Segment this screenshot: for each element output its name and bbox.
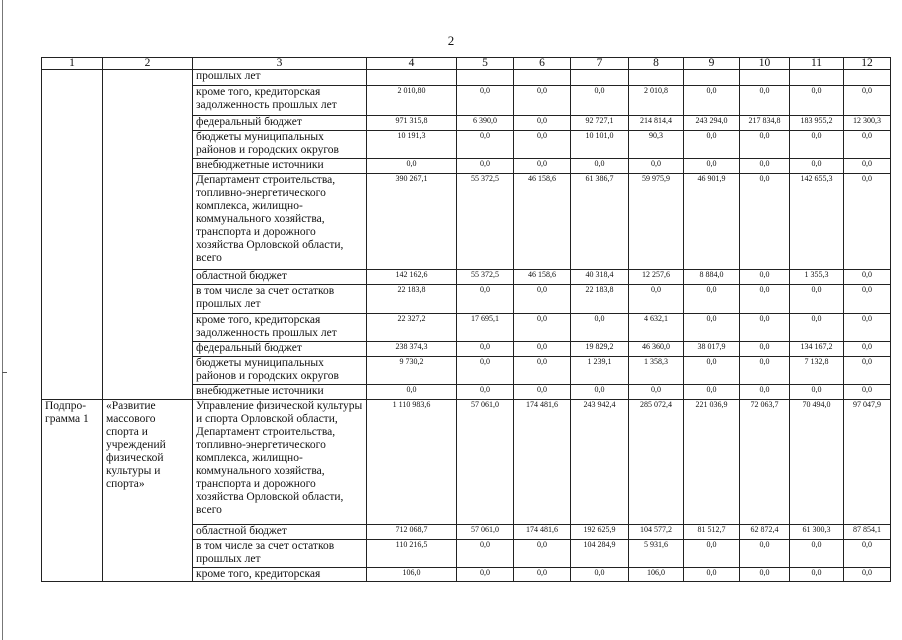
- amount-cell: 1 355,3: [790, 270, 844, 285]
- amount-cell: 0,0: [790, 86, 844, 116]
- amount-cell: 0,0: [514, 86, 571, 116]
- amount-cell: 217 834,8: [740, 116, 790, 131]
- amount-cell: 0,0: [844, 342, 891, 357]
- amount-cell: [790, 70, 844, 86]
- amount-cell: 38 017,9: [684, 342, 740, 357]
- amount-cell: 0,0: [571, 159, 629, 174]
- amount-cell: 174 481,6: [514, 400, 571, 525]
- amount-cell: 55 372,5: [457, 174, 514, 270]
- amount-cell: 0,0: [514, 568, 571, 582]
- amount-cell: 110 216,5: [367, 540, 457, 568]
- amount-cell: 0,0: [740, 86, 790, 116]
- amount-cell: 0,0: [514, 285, 571, 314]
- amount-cell: 0,0: [457, 285, 514, 314]
- amount-cell: 214 814,4: [629, 116, 684, 131]
- amount-cell: [514, 70, 571, 86]
- page-number: 2: [447, 33, 455, 48]
- amount-cell: 59 975,9: [629, 174, 684, 270]
- funding-source-cell: внебюджетные источники: [193, 159, 367, 174]
- col-header: 5: [457, 58, 514, 70]
- col-header: 11: [790, 58, 844, 70]
- amount-cell: 0,0: [457, 86, 514, 116]
- amount-cell: 0,0: [844, 159, 891, 174]
- amount-cell: 0,0: [457, 385, 514, 400]
- amount-cell: 61 300,3: [790, 525, 844, 540]
- amount-cell: 0,0: [740, 174, 790, 270]
- amount-cell: 0,0: [457, 342, 514, 357]
- amount-cell: 0,0: [740, 540, 790, 568]
- funding-source-cell: федеральный бюджет: [193, 116, 367, 131]
- amount-cell: 0,0: [684, 131, 740, 159]
- funding-source-cell: внебюджетные источники: [193, 385, 367, 400]
- amount-cell: 0,0: [740, 159, 790, 174]
- amount-cell: 0,0: [684, 285, 740, 314]
- amount-cell: 62 872,4: [740, 525, 790, 540]
- amount-cell: 0,0: [844, 568, 891, 582]
- col-header: 9: [684, 58, 740, 70]
- amount-cell: 0,0: [844, 131, 891, 159]
- amount-cell: 0,0: [740, 131, 790, 159]
- col-header: 8: [629, 58, 684, 70]
- amount-cell: 0,0: [367, 159, 457, 174]
- amount-cell: 5 931,6: [629, 540, 684, 568]
- amount-cell: 0,0: [571, 314, 629, 342]
- amount-cell: 0,0: [367, 385, 457, 400]
- amount-cell: 0,0: [514, 540, 571, 568]
- amount-cell: 192 625,9: [571, 525, 629, 540]
- amount-cell: 0,0: [629, 285, 684, 314]
- amount-cell: 0,0: [457, 568, 514, 582]
- amount-cell: [844, 70, 891, 86]
- amount-cell: 1 110 983,6: [367, 400, 457, 525]
- amount-cell: 46 158,6: [514, 270, 571, 285]
- col-header: 7: [571, 58, 629, 70]
- amount-cell: 61 386,7: [571, 174, 629, 270]
- amount-cell: 1 239,1: [571, 357, 629, 385]
- amount-cell: 134 167,2: [790, 342, 844, 357]
- amount-cell: 2 010,8: [629, 86, 684, 116]
- amount-cell: 12 300,3: [844, 116, 891, 131]
- amount-cell: 104 284,9: [571, 540, 629, 568]
- amount-cell: 0,0: [457, 159, 514, 174]
- col-header: 6: [514, 58, 571, 70]
- amount-cell: 183 955,2: [790, 116, 844, 131]
- amount-cell: 0,0: [514, 357, 571, 385]
- amount-cell: 90,3: [629, 131, 684, 159]
- amount-cell: 0,0: [844, 86, 891, 116]
- amount-cell: 0,0: [457, 131, 514, 159]
- amount-cell: 0,0: [740, 270, 790, 285]
- amount-cell: [571, 70, 629, 86]
- col-header: 10: [740, 58, 790, 70]
- amount-cell: [457, 70, 514, 86]
- amount-cell: [629, 70, 684, 86]
- funding-source-cell: кроме того, кредиторская задолженность прошлых лет: [193, 86, 367, 116]
- amount-cell: 0,0: [790, 385, 844, 400]
- scan-edge-mark: [2, 372, 7, 373]
- budget-table: [41, 57, 891, 582]
- amount-cell: 0,0: [684, 314, 740, 342]
- amount-cell: 0,0: [571, 86, 629, 116]
- amount-cell: 0,0: [684, 385, 740, 400]
- amount-cell: 19 829,2: [571, 342, 629, 357]
- funding-source-cell: бюджеты муниципальных районов и городских округов: [193, 131, 367, 159]
- funding-source-cell: в том числе за счет остатков прошлых лет: [193, 285, 367, 314]
- amount-cell: 7 132,8: [790, 357, 844, 385]
- subprogram-label: Подпро-грамма 1: [42, 400, 103, 582]
- amount-cell: 174 481,6: [514, 525, 571, 540]
- scan-edge-line: [2, 0, 3, 640]
- amount-cell: 72 063,7: [740, 400, 790, 525]
- amount-cell: 70 494,0: [790, 400, 844, 525]
- amount-cell: 0,0: [790, 159, 844, 174]
- amount-cell: 0,0: [844, 385, 891, 400]
- amount-cell: 0,0: [844, 357, 891, 385]
- amount-cell: 0,0: [740, 342, 790, 357]
- amount-cell: 0,0: [514, 131, 571, 159]
- funding-source-cell: областной бюджет: [193, 525, 367, 540]
- amount-cell: 238 374,3: [367, 342, 457, 357]
- amount-cell: 8 884,0: [684, 270, 740, 285]
- amount-cell: 55 372,5: [457, 270, 514, 285]
- amount-cell: 0,0: [790, 568, 844, 582]
- table-row: [42, 70, 891, 86]
- amount-cell: 2 010,80: [367, 86, 457, 116]
- amount-cell: 0,0: [629, 385, 684, 400]
- amount-cell: 46 158,6: [514, 174, 571, 270]
- amount-cell: 0,0: [684, 357, 740, 385]
- amount-cell: 971 315,8: [367, 116, 457, 131]
- funding-source-cell: кроме того, кредиторская: [193, 568, 367, 582]
- amount-cell: 0,0: [844, 174, 891, 270]
- funding-source-cell: прошлых лет: [193, 70, 367, 86]
- amount-cell: 0,0: [571, 568, 629, 582]
- amount-cell: 0,0: [457, 540, 514, 568]
- amount-cell: 81 512,7: [684, 525, 740, 540]
- amount-cell: 0,0: [740, 314, 790, 342]
- amount-cell: 0,0: [629, 159, 684, 174]
- funding-source-cell: кроме того, кредиторская задолженность прошлых лет: [193, 314, 367, 342]
- col-header: 3: [193, 58, 367, 70]
- amount-cell: 0,0: [684, 159, 740, 174]
- col-header: 1: [42, 58, 103, 70]
- amount-cell: 40 318,4: [571, 270, 629, 285]
- column-number-row: [42, 58, 891, 70]
- program-cell: [42, 70, 103, 400]
- program-name-cell: [103, 70, 193, 400]
- amount-cell: 0,0: [514, 385, 571, 400]
- table-row: [42, 400, 891, 525]
- amount-cell: 22 183,8: [367, 285, 457, 314]
- amount-cell: 17 695,1: [457, 314, 514, 342]
- amount-cell: 4 632,1: [629, 314, 684, 342]
- amount-cell: 0,0: [790, 131, 844, 159]
- funding-source-cell: бюджеты муниципальных районов и городских округов: [193, 357, 367, 385]
- col-header: 2: [103, 58, 193, 70]
- amount-cell: 0,0: [740, 568, 790, 582]
- amount-cell: 0,0: [514, 116, 571, 131]
- amount-cell: 390 267,1: [367, 174, 457, 270]
- amount-cell: 0,0: [457, 357, 514, 385]
- amount-cell: 106,0: [367, 568, 457, 582]
- amount-cell: 92 727,1: [571, 116, 629, 131]
- amount-cell: 22 327,2: [367, 314, 457, 342]
- amount-cell: 243 942,4: [571, 400, 629, 525]
- amount-cell: [367, 70, 457, 86]
- amount-cell: 10 191,3: [367, 131, 457, 159]
- col-header: 12: [844, 58, 891, 70]
- funding-source-cell: Департамент строительства, топливно-энергетического комплекса, жилищно-коммунального хозяйства, транспорта и дорожного хозяйства Орловской области, всего: [193, 174, 367, 270]
- col-header: 4: [367, 58, 457, 70]
- amount-cell: 0,0: [844, 270, 891, 285]
- amount-cell: 0,0: [740, 357, 790, 385]
- amount-cell: 0,0: [571, 385, 629, 400]
- amount-cell: 142 655,3: [790, 174, 844, 270]
- amount-cell: 57 061,0: [457, 400, 514, 525]
- amount-cell: [684, 70, 740, 86]
- amount-cell: 0,0: [740, 285, 790, 314]
- amount-cell: 0,0: [514, 314, 571, 342]
- amount-cell: 0,0: [684, 86, 740, 116]
- amount-cell: 0,0: [684, 540, 740, 568]
- amount-cell: 0,0: [844, 314, 891, 342]
- amount-cell: 46 901,9: [684, 174, 740, 270]
- amount-cell: 97 047,9: [844, 400, 891, 525]
- amount-cell: 712 068,7: [367, 525, 457, 540]
- amount-cell: 0,0: [740, 385, 790, 400]
- subprogram-name: «Развитие массового спорта и учреждений физической культуры и спорта»: [103, 400, 193, 582]
- amount-cell: 57 061,0: [457, 525, 514, 540]
- amount-cell: 1 358,3: [629, 357, 684, 385]
- amount-cell: 285 072,4: [629, 400, 684, 525]
- amount-cell: 221 036,9: [684, 400, 740, 525]
- amount-cell: 104 577,2: [629, 525, 684, 540]
- amount-cell: 12 257,6: [629, 270, 684, 285]
- funding-source-cell: Управление физической культуры и спорта Орловской области, Департамент строительства, топливно-энергетического комплекса, жилищно-коммунального хозяйства, транспорта и дорожного хозяйства Орловской области, всего: [193, 400, 367, 525]
- funding-source-cell: в том числе за счет остатков прошлых лет: [193, 540, 367, 568]
- amount-cell: 106,0: [629, 568, 684, 582]
- funding-source-cell: федеральный бюджет: [193, 342, 367, 357]
- amount-cell: 243 294,0: [684, 116, 740, 131]
- amount-cell: 0,0: [844, 540, 891, 568]
- amount-cell: 0,0: [844, 285, 891, 314]
- amount-cell: 9 730,2: [367, 357, 457, 385]
- amount-cell: 0,0: [684, 568, 740, 582]
- amount-cell: 0,0: [514, 342, 571, 357]
- funding-source-cell: областной бюджет: [193, 270, 367, 285]
- amount-cell: 87 854,1: [844, 525, 891, 540]
- amount-cell: 10 101,0: [571, 131, 629, 159]
- amount-cell: 0,0: [790, 540, 844, 568]
- amount-cell: 142 162,6: [367, 270, 457, 285]
- amount-cell: 6 390,0: [457, 116, 514, 131]
- amount-cell: 0,0: [790, 285, 844, 314]
- amount-cell: 46 360,0: [629, 342, 684, 357]
- amount-cell: 22 183,8: [571, 285, 629, 314]
- amount-cell: 0,0: [790, 314, 844, 342]
- amount-cell: [740, 70, 790, 86]
- amount-cell: 0,0: [514, 159, 571, 174]
